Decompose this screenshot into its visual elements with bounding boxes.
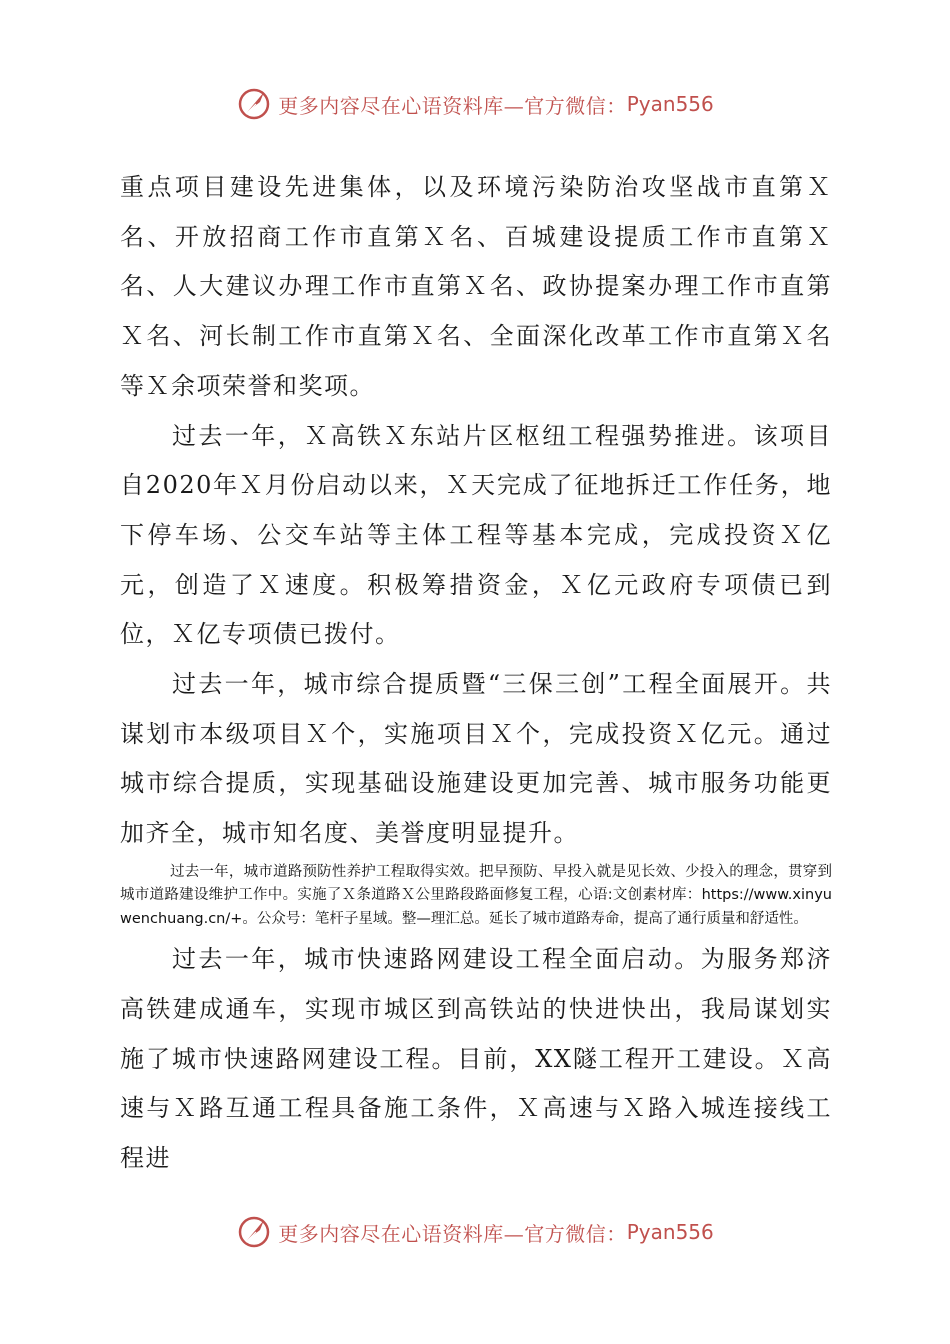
paragraph: 重点项目建设先进集体，以及环境污染防治攻坚战市直第Ｘ名、开放招商工作市直第Ｘ名、百城建设提质工作市直第Ｘ名、人大建议办理工作市直第Ｘ名、政协提案办理工作市直第Ｘ名、河长制工作市直第Ｘ名、全面深化改革工作市直第Ｘ名等Ｘ余项荣誉和奖项。 xyxy=(120,173,832,400)
quill-logo-icon xyxy=(236,1214,272,1250)
header-banner-id: Pyan556 xyxy=(626,92,714,116)
inserted-note-paragraph: 过去一年，城市道路预防性养护工程取得实效。把早预防、早投入就是见长效、少投入的理念，贯穿到城市道路建设维护工作中。实施了Ｘ条道路Ｘ公里路段路面修复工程，心语:文创素材库：https://www.xinyuwenchuang.cn/+。公众号：笔杆子星域。整—理汇总。延长了城市道路寿命，提高了通行质量和舒适性。 xyxy=(120,863,832,927)
paragraph: 过去一年，城市综合提质暨“三保三创”工程全面展开。共谋划市本级项目Ｘ个，实施项目Ｘ个，完成投资Ｘ亿元。通过城市综合提质，实现基础设施建设更加完善、城市服务功能更加齐全，城市知名度、美誉度明显提升。 xyxy=(120,670,832,848)
header-banner xyxy=(0,84,950,124)
footer-banner-text: 更多内容尽在心语资料库—官方微信： xyxy=(278,1221,627,1246)
document-body xyxy=(120,163,832,1184)
footer-banner-id: Pyan556 xyxy=(626,1220,714,1244)
paragraph: 过去一年，Ｘ高铁Ｘ东站片区枢纽工程强势推进。该项目自2020年Ｘ月份启动以来，Ｘ天完成了征地拆迁工作任务，地下停车场、公交车站等主体工程等基本完成，完成投资Ｘ亿元，创造了Ｘ速度。积极筹措资金，Ｘ亿元政府专项债已到位，Ｘ亿专项债已拨付。 xyxy=(120,421,832,649)
paragraph: 过去一年，城市快速路网建设工程全面启动。为服务郑济高铁建成通车，实现市城区到高铁站的快进快出，我局谋划实施了城市快速路网建设工程。目前，XX隧工程开工建设。Ｘ高速与Ｘ路互通工程具备施工条件，Ｘ高速与Ｘ路入城连接线工程进 xyxy=(120,945,832,1173)
quill-logo-icon xyxy=(236,86,272,122)
header-banner-text: 更多内容尽在心语资料库—官方微信： xyxy=(278,93,627,118)
footer-banner xyxy=(0,1212,950,1252)
